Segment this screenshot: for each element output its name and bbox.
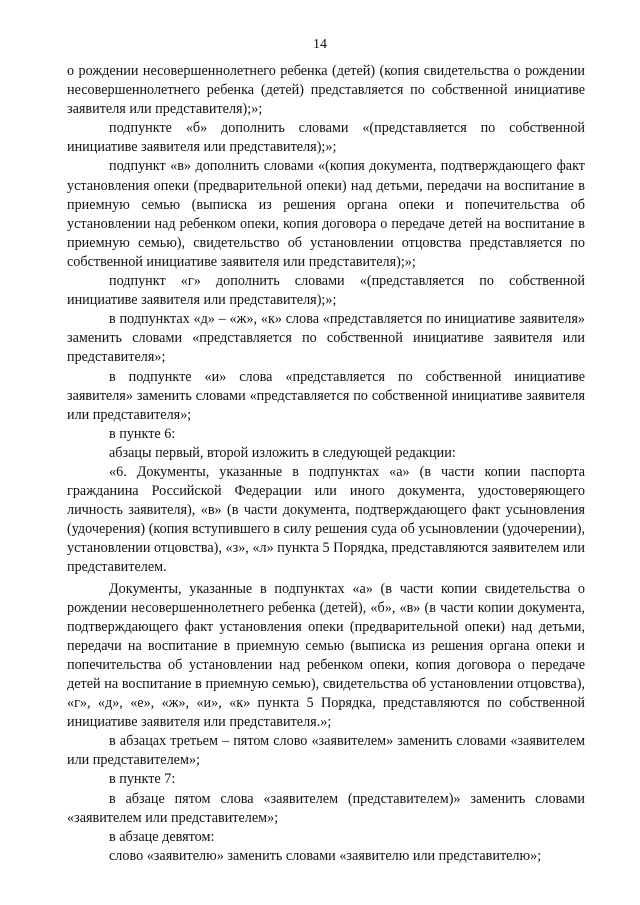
paragraph-2: подпункте «б» дополнить словами «(представляется по собственной инициативе заявителя или представителя);»;: [67, 120, 585, 156]
paragraph-10: Документы, указанные в подпунктах «а» (в части копии свидетельства о рождении несовершеннолетнего ребенка (детей), «б», «в» (в части копии документа, подтверждающего факт установления опеки (предварительной опеки) над детьми, передачи на воспитание в приемную семью (выписка из решения органа опеки и попечительства об установлении над ребенком опеки, копия договора о передаче детей на воспитание в приемную семью), свидетельства об установлении отцовства), «г», «д», «е», «ж», «и», «к» пункта 5 Порядка, представляются по собственной инициативе заявителя или представителя.»;: [67, 580, 585, 731]
paragraph-5: в подпунктах «д» – «ж», «к» слова «представляется по инициативе заявителя» заменить словами «представляется по собственной инициативе заявителя или представителя»;: [67, 311, 585, 366]
paragraph-9: «6. Документы, указанные в подпунктах «а» (в части копии паспорта гражданина Российской Федерации или иного документа, удостоверяющего личность заявителя), «в» (в части документа, подтверждающего факт усыновления (удочерения) (копия вступившего в силу решения суда об усыновлении (удочерении), установлении отцовства), «з», «л» пункта 5 Порядка, представляются заявителем или представителем.: [67, 463, 585, 576]
paragraph-12: в пункте 7:: [109, 771, 176, 788]
paragraph-13: в абзаце пятом слова «заявителем (представителем)» заменить словами «заявителем или представителем»;: [67, 790, 585, 826]
paragraph-15: слово «заявителю» заменить словами «заявителю или представителю»;: [109, 847, 542, 864]
paragraph-4: подпункт «г» дополнить словами «(представляется по собственной инициативе заявителя или представителя);»;: [67, 273, 585, 309]
page-number: 14: [313, 37, 327, 52]
paragraph-14: в абзаце девятом:: [109, 828, 215, 845]
paragraph-6: в подпункте «и» слова «представляется по собственной инициативе заявителя» заменить словами «представляется по собственной инициативе заявителя или представителя»;: [67, 368, 585, 423]
paragraph-11: в абзацах третьем – пятом слово «заявителем» заменить словами «заявителем или представителем»;: [67, 733, 585, 769]
paragraph-1: о рождении несовершеннолетнего ребенка (детей) (копия свидетельства о рождении несовершеннолетнего ребенка (детей) представляется по собственной инициативе заявителя или представителя);»;: [67, 63, 585, 118]
paragraph-3: подпункт «в» дополнить словами «(копия документа, подтверждающего факт установления опеки (предварительной опеки) над детьми, передачи на воспитание в приемную семью (выписка из решения органа опеки и попечительства об установлении над ребенком опеки, копия договора о передаче детей на воспитание в приемную семью), свидетельство об установлении отцовства представляется по собственной инициативе заявителя или представителя);»;: [67, 158, 585, 270]
document-body: [67, 62, 585, 866]
paragraph-8: абзацы первый, второй изложить в следующей редакции:: [109, 444, 456, 461]
paragraph-7: в пункте 6:: [109, 425, 176, 442]
